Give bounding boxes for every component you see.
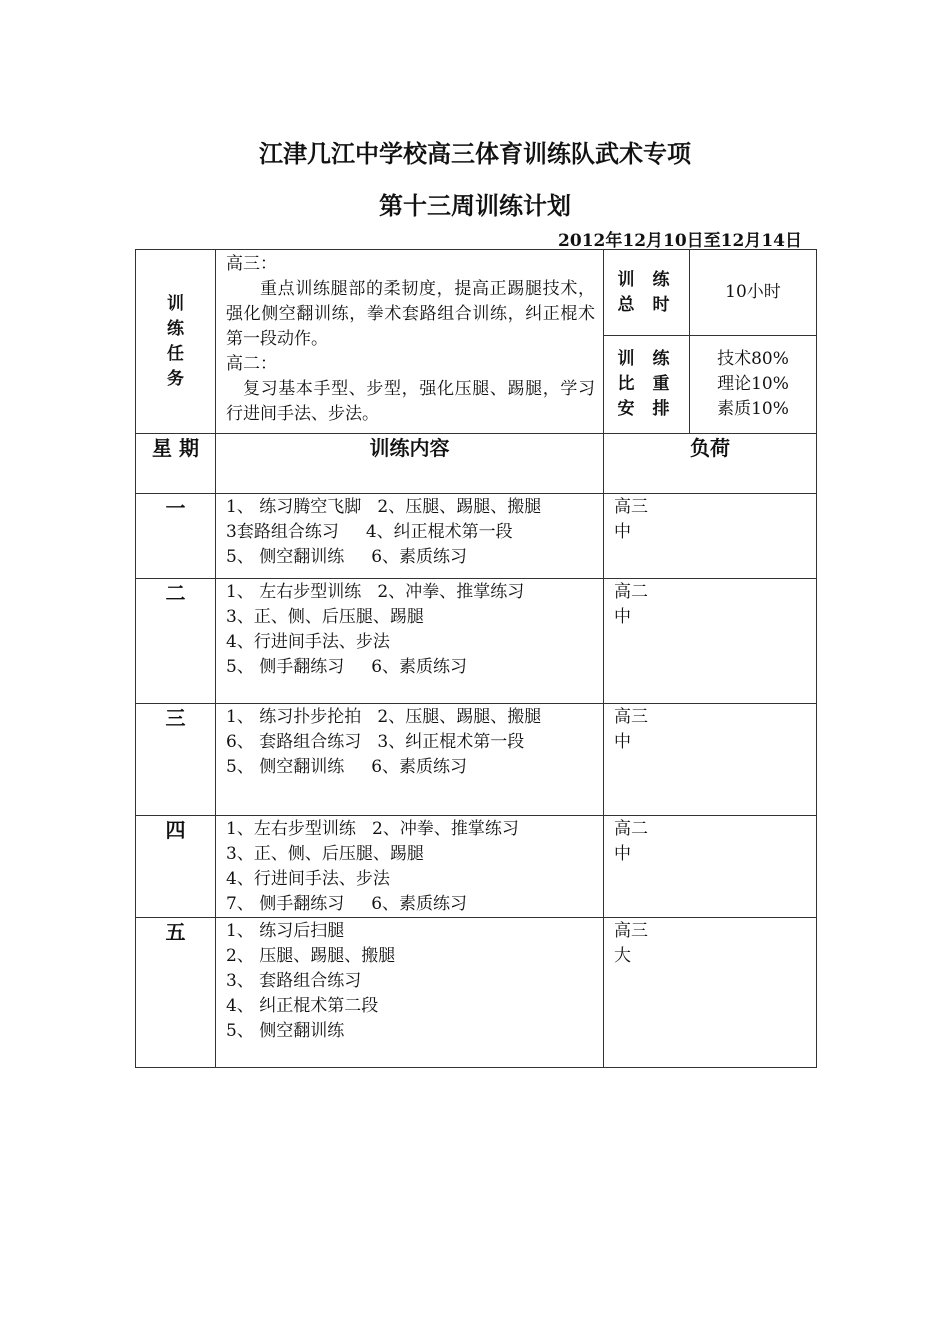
- table-row: [136, 918, 817, 1068]
- content-line: 5、 侧手翻练习 6、素质练习: [226, 657, 468, 677]
- ratio-line: 理论10%: [717, 374, 789, 394]
- content-line: 7、 侧手翻练习 6、素质练习: [226, 894, 468, 914]
- content-line: 1、左右步型训练 2、冲拳、推掌练习: [226, 819, 519, 839]
- day-cell: 二: [136, 579, 216, 704]
- load-cell: [604, 579, 817, 704]
- content-line: 1、 练习后扫腿: [226, 921, 345, 941]
- header-content: 训练内容: [216, 434, 604, 494]
- content-line: 1、 练习扑步抡拍 2、压腿、踢腿、搬腿: [226, 707, 542, 727]
- content-line: 5、 侧空翻训练 6、素质练习: [226, 757, 468, 777]
- content-line: 1、 左右步型训练 2、冲拳、推掌练习: [226, 582, 525, 602]
- load-line: 中: [614, 522, 631, 542]
- grade3-label: 高三：: [226, 254, 277, 274]
- load-cell: [604, 816, 817, 918]
- content-line: 4、行进间手法、步法: [226, 869, 390, 889]
- content-cell: [216, 816, 604, 918]
- total-hours-value: 10小时: [690, 250, 817, 336]
- day-cell: 五: [136, 918, 216, 1068]
- load-cell: [604, 494, 817, 579]
- load-line: 中: [614, 732, 631, 752]
- load-cell: [604, 704, 817, 816]
- content-line: 2、 压腿、踢腿、搬腿: [226, 946, 396, 966]
- content-line: 4、行进间手法、步法: [226, 632, 390, 652]
- date-range: 2012年12月10日至12月14日: [558, 231, 802, 251]
- task-label-char: 任: [167, 343, 184, 364]
- content-line: 1、 练习腾空飞脚 2、压腿、踢腿、搬腿: [226, 497, 542, 517]
- ratio-label-line: 比 重: [617, 374, 676, 394]
- total-hours-label: [604, 250, 690, 336]
- load-line: 高二: [614, 582, 648, 602]
- ratio-line: 技术80%: [717, 349, 789, 369]
- task-label-char: 练: [167, 318, 184, 339]
- task-label-char: 训: [167, 293, 184, 314]
- content-line: 3、正、侧、后压腿、踢腿: [226, 607, 424, 627]
- load-line: 高三: [614, 707, 648, 727]
- total-hours-label-line: 总 时: [617, 294, 676, 315]
- load-line: 中: [614, 607, 631, 627]
- content-cell: [216, 704, 604, 816]
- day-cell: 三: [136, 704, 216, 816]
- content-cell: [216, 579, 604, 704]
- table-row: [136, 494, 817, 579]
- load-cell: [604, 918, 817, 1068]
- load-line: 中: [614, 844, 631, 864]
- ratio-label-line: 训 练: [617, 349, 676, 369]
- task-description: [216, 250, 604, 434]
- day-cell: 四: [136, 816, 216, 918]
- header-day: 星 期: [136, 434, 216, 494]
- ratio-label-line: 安 排: [617, 399, 676, 419]
- total-hours-label-line: 训 练: [617, 269, 676, 290]
- task-label-char: 务: [167, 368, 184, 389]
- content-line: 3、 套路组合练习: [226, 971, 362, 991]
- content-cell: [216, 918, 604, 1068]
- ratio-values: [690, 336, 817, 434]
- table-row: [136, 816, 817, 918]
- content-line: 3、正、侧、后压腿、踢腿: [226, 844, 424, 864]
- training-plan-table: [135, 249, 817, 1068]
- content-line: 6、 套路组合练习 3、纠正棍术第一段: [226, 732, 525, 752]
- grade2-text: 复习基本手型、步型，强化压腿、踢腿，学习行进间手法、步法。: [226, 379, 595, 424]
- content-line: 5、 侧空翻训练: [226, 1021, 345, 1041]
- content-line: 4、 纠正棍术第二段: [226, 996, 379, 1016]
- document-title: 江津几江中学校高三体育训练队武术专项: [259, 140, 691, 168]
- table-row: [136, 579, 817, 704]
- ratio-label: [604, 336, 690, 434]
- grade2-label: 高二：: [226, 354, 277, 374]
- load-line: 高三: [614, 921, 648, 941]
- header-load: 负荷: [604, 434, 817, 494]
- content-cell: [216, 494, 604, 579]
- content-line: 3套路组合练习 4、纠正棍术第一段: [226, 522, 513, 542]
- load-line: 大: [614, 946, 631, 966]
- load-line: 高二: [614, 819, 648, 839]
- document-subtitle: 第十三周训练计划: [379, 192, 571, 220]
- load-line: 高三: [614, 497, 648, 517]
- day-cell: 一: [136, 494, 216, 579]
- grade3-text: 重点训练腿部的柔韧度，提高正踢腿技术，强化侧空翻训练，拳术套路组合训练，纠正棍术第一段动作。: [226, 279, 595, 349]
- ratio-line: 素质10%: [717, 399, 789, 419]
- table-row: [136, 704, 817, 816]
- task-label: [136, 250, 216, 434]
- content-line: 5、 侧空翻训练 6、素质练习: [226, 547, 468, 567]
